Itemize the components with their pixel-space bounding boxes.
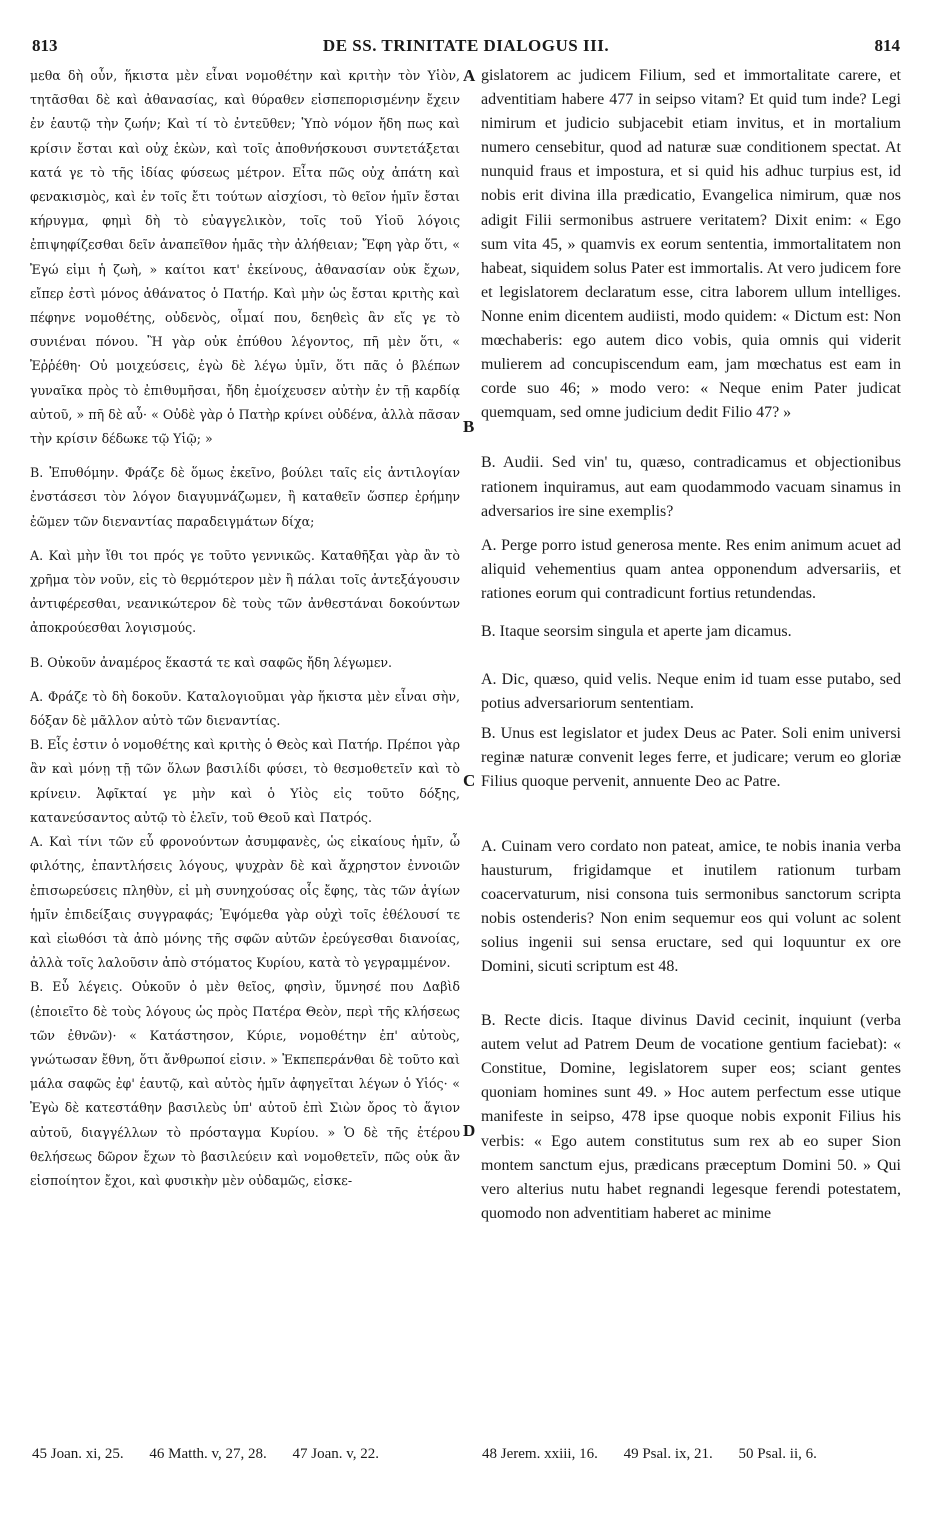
latin-paragraph: B. Unus est legislator et judex Deus ac Pater. Soli enim universi reginæ naturæ convenit leges ferre, et judicare; verum eo gloriæ Filius quoque pervenit, annuente Deo ac Patre. xyxy=(481,725,901,791)
latin-column xyxy=(481,64,901,1226)
latin-paragraph: B. Recte dicis. Itaque divinus David cecinit, inquiunt (verba autem velut ad Patrem Deum de vocatione gentium faciebat): « Constitue, Domine, legislatorem super eos; sciant gentes quoniam homines sunt 49. » Hoc autem perfectum esse utique manifeste in seipso, 478 ipse quoque nobis exponit Filius his verbis: « Ego autem constitutus sum rex ab eo super Sion montem sanctum ejus, prædicans præceptum Domini 50. » Qui vero alterius nutu habet regnandi legesque ferendi potestatem, quomodo non adventitiam haberet ac minime xyxy=(481,1012,901,1222)
margin-marker-b: B xyxy=(463,417,475,436)
margin-marker-a: A xyxy=(463,66,476,85)
latin-paragraph: A. Perge porro istud generosa mente. Res enim animum acuet ad aliquid vehementius quam antea opponendum adversariis, et rationes eorum qui contradicunt fortius retundendas. xyxy=(481,536,901,602)
right-page-number: 814 xyxy=(874,36,900,55)
greek-paragraph: Β. Ἐπυθόμην. Φράζε δὲ ὅμως ἐκεῖνο, βούλει ταῖς εἰς ἀντιλογίαν ἐνστάσεσι τὸν λόγον διαγυμνάζωμεν, ἢ καταθεῖν ὥσπερ ἐρήμην ἐῶμεν τῶν διεναντίας παραδειγμάτων δίχα; xyxy=(30,465,460,529)
footnote: 49 Psal. ix, 21. xyxy=(623,1446,713,1462)
latin-paragraph: B. Audii. Sed vin' tu, quæso, contradicamus et objectionibus rationem inquiramus, aut eam quodammodo vacuam sinamus in adversarios ire sine exemplis? xyxy=(481,454,901,520)
left-page-number: 813 xyxy=(32,36,58,55)
latin-paragraph: A. Dic, quæso, quid velis. Neque enim id tuam esse putabo, sed potius adversariorum sententiam. xyxy=(481,671,901,713)
latin-paragraph: gislatorem ac judicem Filium, sed et immortalitate carere, et adventitiam habere 477 in seipso vitam? Et quid tum inde? Legi nimirum et judicio subjacebit etiam invitus, et in mortalium numero censebitur, quod ad naturæ suæ conditionem spectat. At nunquid fraus et impostura, et si quid his adhuc turpius est, id nobis erit divina illa prædicatio, Evangelica nimirum, quæ nos adigit Filii sermonibus astruere veritatem? Dixit enim: « Ego sum vita 45, » quamvis ex eorum sententia, immortalitatem non habeat, siquidem solus Pater est immortalis. At vero judicem fore et legislatorem declaratum esse, citra laborem ullum intelliges. Nonne enim dicentem audiisti, modo quidem: « Dictum est: Non mœchaberis: ego autem dico vobis, quia omnis qui viderit mulierem ad concupiscendum eam, jam mœchatus est eam in corde suo 46; » modo vero: « Neque enim Pater judicat quemquam, sed omne judicium dedit Filio 47? » xyxy=(481,67,901,422)
running-title: DE SS. TRINITATE DIALOGUS III. xyxy=(322,36,610,55)
greek-paragraph: Β. Εὖ λέγεις. Οὐκοῦν ὁ μὲν θεῖος, φησὶν, ὕμνησέ που Δαβὶδ (ἐποιεῖτο δὲ τοὺς λόγους ὡς πρὸς Πατέρα Θεὸν, περὶ τῆς κλήσεως τῶν ἐθνῶν)· « Κατάστησον, Κύριε, νομοθέτην ἐπ' αὐτοὺς, γνώτωσαν ἔθνη, ὅτι ἄνθρωποί εἰσιν. » Ἐκπεπεράνθαι δὲ τοῦτο καὶ μάλα σαφῶς ἐφ' ἑαυτῷ, καὶ αὐτὸς ἡμῖν ἀφηγεῖται λέγων ὁ Υἱός· « Ἐγὼ δὲ κατεστάθην βασιλεὺς ὑπ' αὐτοῦ ἐπὶ Σιὼν ὄρος τὸ ἅγιον αὐτοῦ, διαγγέλλων τὸ πρόσταγμα Κυρίου. » Ὁ δὲ τῆς ἑτέρου θελήσεως δῶρον ἔχων τὸ βασιλεύειν καὶ νομοθετεῖν, πῶς οὐκ ἂν εἰσποίητον ἔχοι, καὶ φυσικὴν μὲν οὐδαμῶς, εἰσκε- xyxy=(30,979,460,1188)
greek-paragraph: Α. Καὶ μὴν ἴθι τοι πρός γε τοῦτο γεννικῶς. Καταθῆξαι γὰρ ἂν τὸ χρῆμα τὸν νοῦν, εἰς τὸ θερμότερον μὲν ἢ πάλαι τοῖς ἀντεξάγουσιν ἀντιφέρεσθαι, νεανικώτερον δὲ τοὺς τῶν ἀνθεστάναι δοκούντων ἀποκρούεσθαι λογισμούς. xyxy=(30,547,460,636)
footnotes-left xyxy=(32,1446,462,1463)
greek-paragraph: Α. Καὶ τίνι τῶν εὖ φρονούντων ἀσυμφανὲς, ὡς εἰκαίους ἡμῖν, ὦ φιλότης, ἐπαντλήσεις λόγους, ψυχρὰν δὲ καὶ ἄχρηστον ἐννοιῶν ἐπισωρεύσεις πληθὺν, εἰ μὴ συνηχούσας οἷς ἔφης, τὰς τῶν ἁγίων ἡμῖν ἐπιδείξαις συγγραφάς; Ἑψόμεθα γὰρ οὐχὶ τοῖς ἐθέλουσί τε καὶ εἰωθόσι τὰ ἀπὸ μόνης τῆς σφῶν αὐτῶν ἐρεύγεσθαι διανοίας, ἀλλὰ τοῖς λαλοῦσιν ἀπὸ στόματος Κυρίου, κατὰ τὸ γεγραμμένον. xyxy=(30,834,460,971)
page-header xyxy=(32,36,900,58)
footnote: 45 Joan. xi, 25. xyxy=(32,1446,124,1462)
footnote: 47 Joan. v, 22. xyxy=(292,1446,380,1462)
footnote: 48 Jerem. xxiii, 16. xyxy=(482,1446,598,1462)
footnote: 50 Psal. ii, 6. xyxy=(738,1446,817,1462)
margin-marker-d: D xyxy=(463,1121,476,1140)
footnotes-right xyxy=(482,1446,902,1463)
greek-paragraph: Α. Φράζε τὸ δὴ δοκοῦν. Καταλογιοῦμαι γὰρ ἥκιστα μὲν εἶναι σὴν, δόξαν δὲ μᾶλλον αὐτὸ τῶν διεναντίας. xyxy=(30,688,460,729)
margin-marker-c: C xyxy=(463,771,476,790)
greek-paragraph: Β. Οὐκοῦν ἀναμέρος ἕκαστά τε καὶ σαφῶς ἤδη λέγωμεν. xyxy=(30,654,393,670)
latin-paragraph: A. Cuinam vero cordato non pateat, amice, te nobis inania verba hausturum, frigidamque et inutilem rationum turbam coacervaturum, nisi consona tuis sermonibus sanctorum scripta nobis ostenderis? Non enim sequemur eos qui volunt ac solent solius ingenii sui sensa eructare, sed qui loquuntur ex ore Domini, sicuti scriptum est 48. xyxy=(481,837,901,975)
greek-paragraph: μεθα δὴ οὖν, ἥκιστα μὲν εἶναι νομοθέτην καὶ κριτὴν τὸν Υἱὸν, τητᾶσθαι δὲ καὶ ἀθανασίας, καὶ θύραθεν εἰσπεπορισμένην ἔχειν ἐν ἑαυτῷ τὴν ζωήν; Καὶ τί τὸ ἐντεῦθεν; Ὑπὸ νόμον ἤδη πως καὶ κρίσιν ἔσται καὶ οὐχ ἑκὼν, καὶ τοῖς ἀποθνήσκουσι συντετάξεται κατά γε τὸ τῆς ἰδίας φύσεως μέτρον. Εἶτα πῶς οὐχ ἀπάτη καὶ φενακισμὸς, καὶ ἐν τοῖς ἔτι τούτων αἰσχίοσι, τὸ θεῖον ἡμῖν ἔσται κήρυγμα, φημὶ δὴ τὸ εὐαγγελικὸν, τοῖς τοῦ Υἱοῦ λόγοις ἐπιψηφίζεσθαι δεῖν ἀναπεῖθον ἡμᾶς τὴν ἀλήθειαν; Ἔφη γὰρ ὅτι, « Ἐγώ εἰμι ἡ ζωὴ, » καίτοι κατ' ἐκείνους, ἀθανασίαν οὐκ ἔχων, εἴπερ ἐστὶ μόνος ἀθάνατος ὁ Πατήρ. Καὶ μὴν ὡς ἔσται κριτὴς καὶ πέφηνε νομοθέτης, οὐδενὸς, οἶμαί που, δεηθεὶς ἂν εἴς γε τὸ συνιέναι πόνου. Ἢ γὰρ οὐκ ἐπύθου λέγοντος, πῆ μὲν ὅτι, « Ἐῤῥέθη· Οὐ μοιχεύσεις, ἐγὼ δὲ λέγω ὑμῖν, ὅτι πᾶς ὁ βλέπων γυναῖκα πρὸς τὸ ἐπιθυμῆσαι, ἤδη ἐμοίχευσεν αὐτὴν ἐν τῇ καρδίᾳ αὐτοῦ, » πῆ δὲ αὖ· « Οὐδὲ γὰρ ὁ Πατὴρ κρίνει οὐδένα, ἀλλὰ πᾶσαν τὴν κρίσιν δέδωκε τῷ Υἱῷ; » xyxy=(30,68,460,447)
greek-column xyxy=(30,64,460,1193)
greek-paragraph: Β. Εἷς ἐστιν ὁ νομοθέτης καὶ κριτὴς ὁ Θεὸς καὶ Πατήρ. Πρέποι γὰρ ἂν καὶ μόνῃ τῇ τῶν ὅλων βασιλίδι φύσει, τὸ θεσμοθετεῖν καὶ τὸ κρίνειν. Ἀφῖκταί γε μὴν καὶ ὁ Υἱὸς εἰς τοῦτο δόξης, κατανεύσαντος αὐτῷ τὸ ἑλεῖν, τοῦ Θεοῦ καὶ Πατρός. xyxy=(30,737,460,825)
latin-paragraph: B. Itaque seorsim singula et aperte jam dicamus. xyxy=(481,622,792,640)
footnote: 46 Matth. v, 27, 28. xyxy=(149,1446,267,1462)
